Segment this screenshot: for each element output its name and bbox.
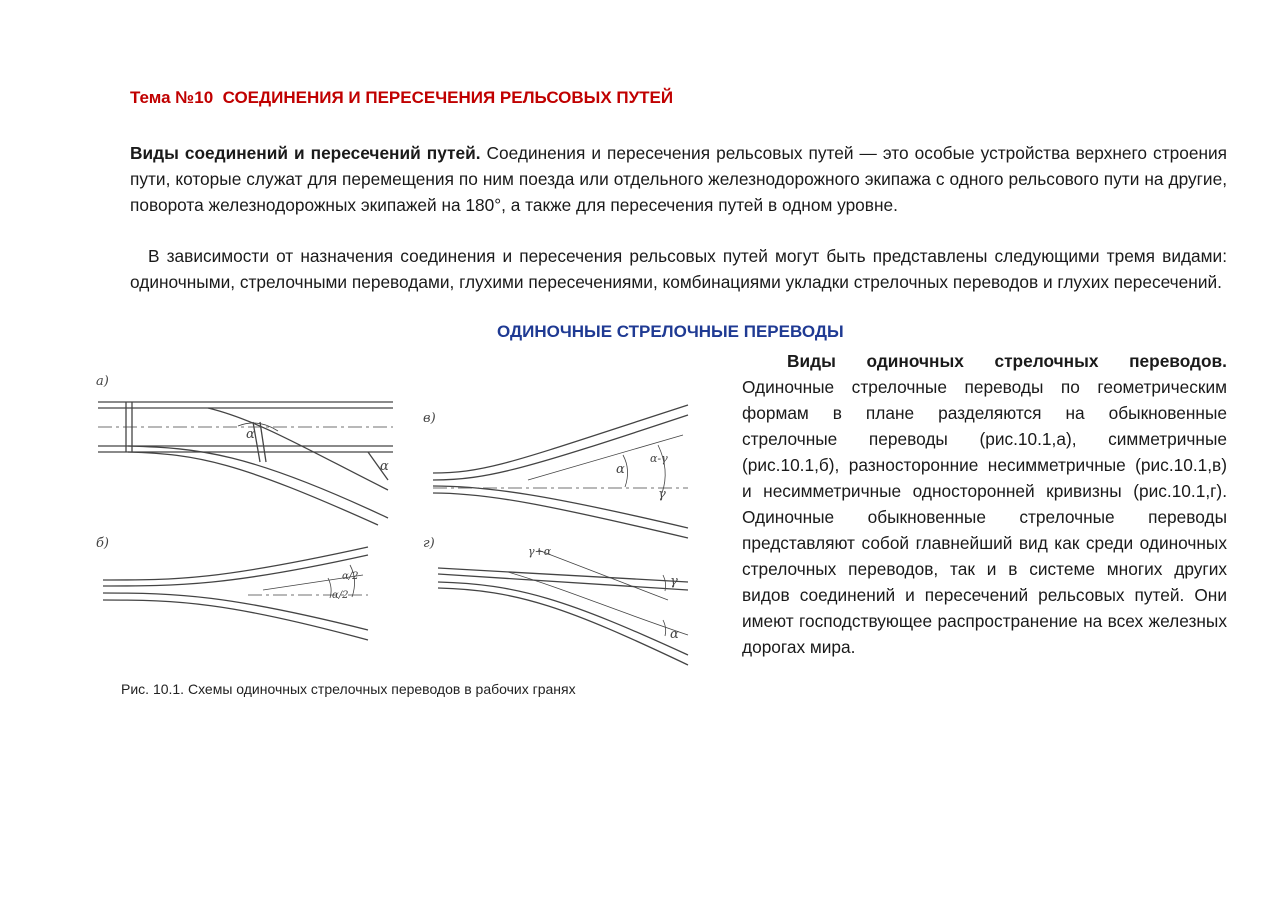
section-body [742,348,1227,660]
intro-text: Соединения и пересечения рельсовых путей — это особые устройства верхнего строения пути, которые служат для перемещения по ним поезда или отдельного железнодорожного экипажа с одного рельсового пути на другие, поворота железнодорожных экипажей на 180°, а также для пересечения путей в одном уровне. [130,143,1227,215]
angle-label-a2: α [380,459,389,474]
angle-label-v2: α-γ [650,452,668,465]
panel-a-drawing [98,402,393,525]
panel-label-v: в) [423,411,436,426]
angle-label-g3: α [670,627,679,642]
panel-b-drawing [103,547,368,640]
panel-label-a: а) [96,374,109,389]
figure-caption: Рис. 10.1. Схемы одиночных стрелочных переводов в рабочих гранях [121,681,576,697]
types-paragraph: В зависимости от назначения соединения и пересечения рельсовых путей могут быть представлены следующими тремя видами: одиночными, стрелочными переводами, глухими пересечениями, комбинациями укладки стрелочных переводов и глухих пересечений. [130,246,1227,292]
turnout-diagrams [88,350,708,680]
angle-label-v1: α [616,462,625,477]
section-lead: Виды одиночных стрелочных переводов. [787,351,1227,371]
angle-label-v3: γ [658,487,666,502]
page-title: Тема №10 СОЕДИНЕНИЯ И ПЕРЕСЕЧЕНИЯ РЕЛЬСОВЫХ ПУТЕЙ [130,88,674,107]
angle-label-b2: α/2 [332,590,349,601]
angle-label-b1: α/2 [342,571,359,582]
panel-v-drawing [433,405,688,538]
section-text: Одиночные стрелочные переводы по геометрическим формам в плане разделяются на обыкновенные стрелочные переводы (рис.10.1,а), симметричные (рис.10.1,б), разносторонние несимметричные (рис.10.1,в) и несимметричные односторонней кривизны (рис.10.1,г). Одиночные обыкновенные стрелочные переводы представляют собой главнейший вид как среди одиночных стрелочных переводов, так и в системе многих других видов соединений и пересечений рельсовых путей. Они имеют господствующее распространение на всех железных дорогах мира. [742,377,1227,657]
intro-lead: Виды соединений и пересечений путей. [130,143,481,163]
angle-label-a1: α [246,427,255,442]
turnout-diagrams-svg [88,350,708,680]
angle-label-g2: γ [670,574,678,589]
intro-paragraph [130,140,1227,218]
angle-label-g1: γ+α [528,545,552,558]
panel-label-b: б) [96,536,110,551]
panel-label-g: г) [423,536,435,551]
panel-g-drawing [438,550,688,665]
section-heading: ОДИНОЧНЫЕ СТРЕЛОЧНЫЕ ПЕРЕВОДЫ [497,322,844,341]
